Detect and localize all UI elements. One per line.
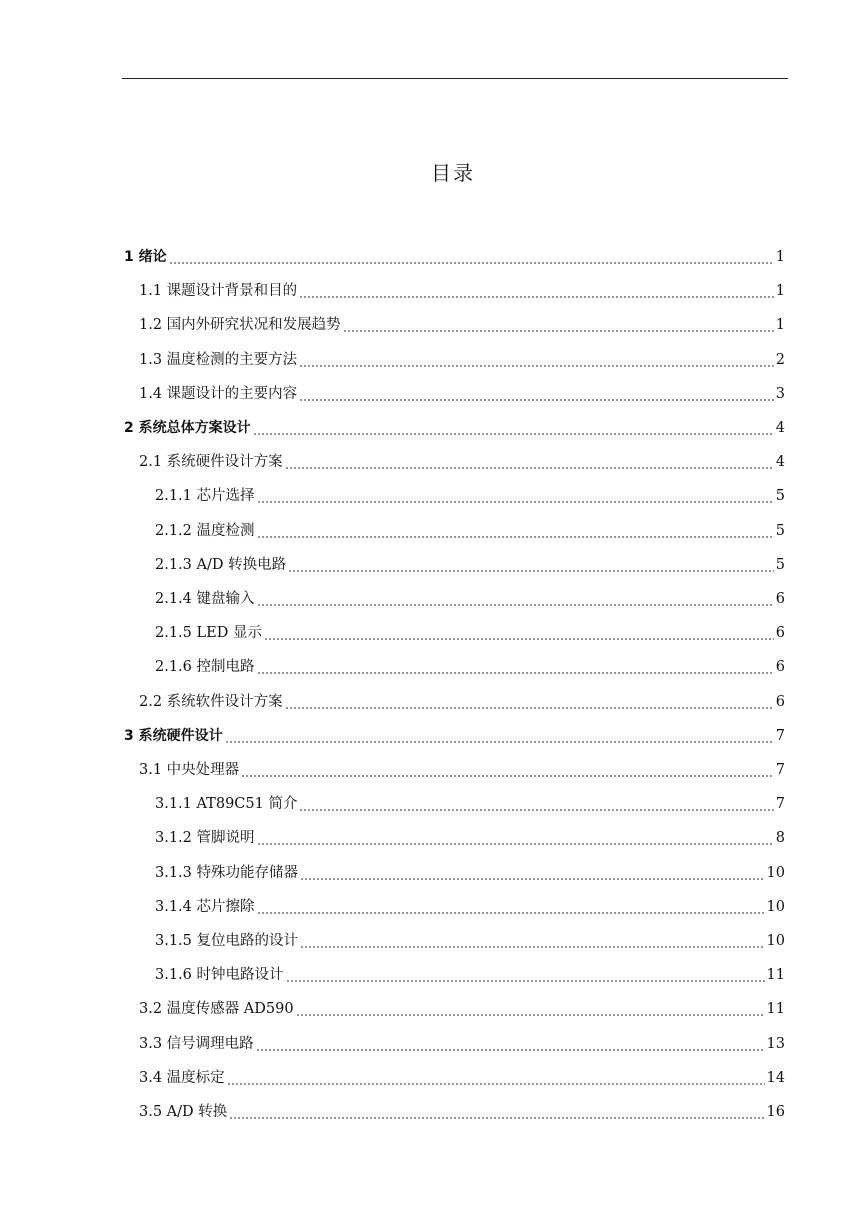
toc-leader-dots bbox=[300, 861, 765, 885]
toc-leader-dots bbox=[286, 963, 765, 987]
header-rule bbox=[122, 78, 788, 79]
toc-entry-page-number: 3 bbox=[775, 385, 785, 402]
toc-leader-dots bbox=[257, 895, 765, 919]
toc-entry-title: 3.2 温度传感器 AD590 bbox=[139, 1001, 294, 1018]
toc-entry-page-number: 5 bbox=[775, 556, 785, 573]
toc-entry-title: 1.1 课题设计背景和目的 bbox=[139, 283, 298, 300]
toc-leader-dots bbox=[285, 450, 774, 474]
toc-entry-page-number: 5 bbox=[775, 488, 785, 505]
toc-entry-title: 2.1.4 键盘输入 bbox=[155, 591, 255, 607]
toc-leader-dots bbox=[299, 382, 774, 406]
toc-leader-dots bbox=[300, 929, 765, 953]
toc-entry[interactable] bbox=[155, 861, 785, 885]
toc-leader-dots bbox=[285, 690, 774, 714]
toc-entry-page-number: 10 bbox=[766, 898, 785, 915]
toc-entry-title: 3.1 中央处理器 bbox=[139, 762, 240, 778]
toc-entry-page-number: 10 bbox=[766, 933, 785, 949]
toc-entry[interactable] bbox=[155, 553, 785, 577]
toc-entry[interactable] bbox=[155, 929, 785, 953]
toc-entry-page-number: 13 bbox=[766, 1035, 785, 1052]
toc-leader-dots bbox=[257, 519, 774, 543]
toc-leader-dots bbox=[299, 792, 773, 816]
toc-entry[interactable] bbox=[155, 519, 785, 543]
toc-entry-page-number: 10 bbox=[766, 864, 785, 881]
toc-entry-title: 2.1.1 芯片选择 bbox=[155, 488, 255, 505]
toc-entry[interactable] bbox=[155, 484, 785, 508]
toc-entry-title: 3 系统硬件设计 bbox=[124, 727, 223, 744]
toc-leader-dots bbox=[257, 655, 774, 679]
toc-entry[interactable] bbox=[124, 245, 785, 269]
toc-leader-dots bbox=[227, 1066, 765, 1090]
toc-entry-title: 2.1.2 温度检测 bbox=[155, 522, 255, 539]
toc-entry-title: 2.1.3 A/D 转换电路 bbox=[155, 556, 287, 573]
toc-entry-title: 1.4 课题设计的主要内容 bbox=[139, 385, 298, 402]
toc-leader-dots bbox=[299, 348, 774, 372]
toc-entry-title: 3.1.6 时钟电路设计 bbox=[155, 967, 284, 984]
toc-entry-page-number: 1 bbox=[775, 283, 785, 300]
toc-entry-page-number: 5 bbox=[775, 522, 785, 539]
toc-entry-page-number: 4 bbox=[775, 454, 785, 471]
toc-entry[interactable] bbox=[124, 416, 785, 440]
toc-entry[interactable] bbox=[155, 587, 785, 611]
toc-entry-page-number: 6 bbox=[775, 659, 785, 676]
toc-entry[interactable] bbox=[139, 1066, 785, 1090]
toc-entry[interactable] bbox=[155, 792, 785, 816]
toc-leader-dots bbox=[253, 416, 774, 440]
toc-leader-dots bbox=[169, 245, 774, 269]
toc-leader-dots bbox=[257, 587, 774, 611]
toc-entry[interactable] bbox=[139, 997, 785, 1021]
toc-entry-title: 2.2 系统软件设计方案 bbox=[139, 693, 283, 710]
toc-entry-page-number: 4 bbox=[775, 420, 785, 436]
toc-leader-dots bbox=[288, 553, 774, 577]
toc-leader-dots bbox=[343, 313, 774, 337]
toc-entry-title: 1 绪论 bbox=[124, 249, 167, 265]
toc-entry-page-number: 14 bbox=[766, 1069, 785, 1086]
toc-leader-dots bbox=[257, 826, 774, 850]
toc-leader-dots bbox=[257, 484, 774, 508]
toc-leader-dots bbox=[241, 758, 774, 782]
toc-leader-dots bbox=[264, 621, 774, 645]
toc-entry-page-number: 11 bbox=[766, 1001, 785, 1018]
toc-entry[interactable] bbox=[139, 450, 785, 474]
toc-entry-title: 2.1 系统硬件设计方案 bbox=[139, 454, 283, 471]
toc-entry-title: 3.5 A/D 转换 bbox=[139, 1104, 228, 1120]
toc-entry-title: 3.1.4 芯片擦除 bbox=[155, 898, 255, 915]
toc-entry[interactable] bbox=[139, 279, 785, 303]
toc-entry[interactable] bbox=[155, 826, 785, 850]
toc-entry[interactable] bbox=[155, 963, 785, 987]
toc-leader-dots bbox=[229, 1100, 764, 1124]
toc-entry-page-number: 6 bbox=[775, 625, 785, 642]
toc-entry-title: 1.3 温度检测的主要方法 bbox=[139, 351, 298, 368]
toc-entry-title: 3.4 温度标定 bbox=[139, 1069, 225, 1086]
toc-leader-dots bbox=[256, 1032, 765, 1056]
toc-entry-title: 3.3 信号调理电路 bbox=[139, 1035, 254, 1052]
toc-leader-dots bbox=[299, 279, 774, 303]
toc-entry-page-number: 1 bbox=[775, 249, 785, 265]
toc-entry[interactable] bbox=[155, 655, 785, 679]
toc-entry-title: 3.1.3 特殊功能存储器 bbox=[155, 864, 299, 881]
toc-leader-dots bbox=[296, 997, 765, 1021]
toc-entry-title: 2 系统总体方案设计 bbox=[124, 420, 251, 436]
toc-entry-title: 3.1.1 AT89C51 简介 bbox=[155, 796, 298, 813]
toc-entry-page-number: 8 bbox=[775, 830, 785, 847]
toc-entry-page-number: 2 bbox=[775, 351, 785, 368]
toc-entry-title: 1.2 国内外研究状况和发展趋势 bbox=[139, 317, 341, 334]
toc-entry-page-number: 6 bbox=[775, 591, 785, 607]
toc-entry[interactable] bbox=[155, 895, 785, 919]
toc-entry[interactable] bbox=[139, 382, 785, 406]
toc-entry-page-number: 11 bbox=[766, 967, 785, 984]
toc-entry-page-number: 1 bbox=[775, 317, 785, 334]
toc-entry-page-number: 16 bbox=[766, 1104, 785, 1120]
toc-entry[interactable] bbox=[139, 1100, 785, 1124]
toc-entry[interactable] bbox=[139, 313, 785, 337]
toc-entry-page-number: 7 bbox=[775, 727, 785, 744]
toc-leader-dots bbox=[225, 724, 774, 748]
toc-entry[interactable] bbox=[124, 724, 785, 748]
toc-entry[interactable] bbox=[139, 690, 785, 714]
toc-entry-title: 2.1.6 控制电路 bbox=[155, 659, 255, 676]
toc-entry-page-number: 7 bbox=[775, 762, 785, 778]
toc-entry-title: 3.1.5 复位电路的设计 bbox=[155, 933, 299, 949]
toc-entry-page-number: 7 bbox=[775, 796, 785, 813]
page-title: 目录 bbox=[431, 161, 475, 185]
toc-entry-page-number: 6 bbox=[775, 693, 785, 710]
toc-entry[interactable] bbox=[139, 758, 785, 782]
toc-entry[interactable] bbox=[139, 1032, 785, 1056]
toc-entry-title: 3.1.2 管脚说明 bbox=[155, 830, 255, 847]
toc-entry[interactable] bbox=[139, 348, 785, 372]
toc-entry-title: 2.1.5 LED 显示 bbox=[155, 625, 262, 642]
toc-entry[interactable] bbox=[155, 621, 785, 645]
